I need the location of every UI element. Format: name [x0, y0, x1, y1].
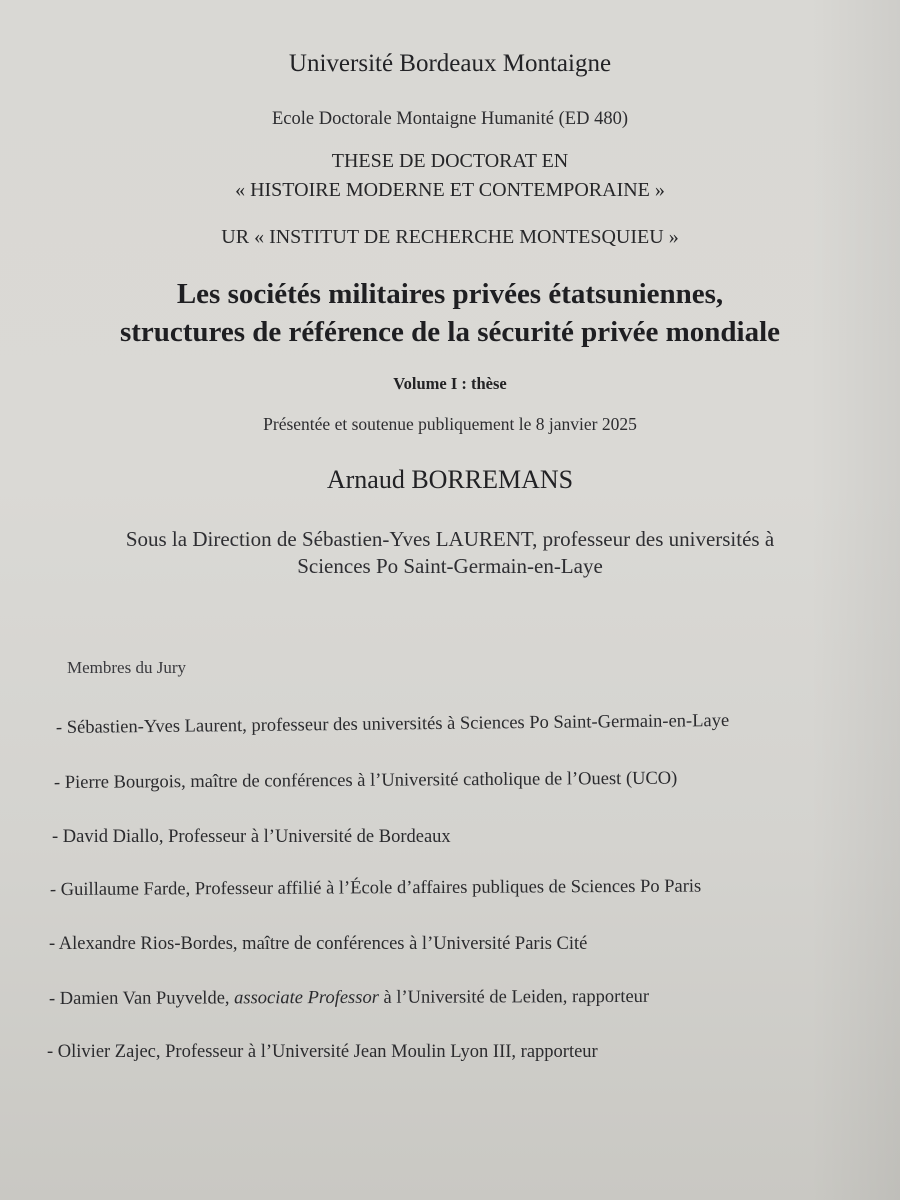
- defense-date: Présentée et soutenue publiquement le 8 janvier 2025: [263, 414, 637, 434]
- jury-member: - David Diallo, Professeur à l’Université de Bordeaux: [52, 827, 451, 847]
- thesis-title-line-1: Les sociétés militaires privées étatsuniennes,: [176, 278, 724, 310]
- jury-member-title-italic: associate Professor: [234, 987, 379, 1009]
- thesis-type: [0, 147, 900, 205]
- thesis-title-line-2: structures de référence de la sécurité privée mondiale: [119, 316, 781, 348]
- volume-label: Volume I : thèse: [393, 374, 507, 393]
- jury-member: - Pierre Bourgois, maître de conférences à l’Université catholique de l’Ouest (UCO): [53, 768, 678, 793]
- jury-member-name: - Damien Van Puyvelde,: [48, 988, 235, 1009]
- author-name: Arnaud BORREMANS: [326, 465, 574, 494]
- research-unit: UR « INSTITUT DE RECHERCHE MONTESQUIEU »: [221, 226, 679, 248]
- thesis-direction: [0, 526, 900, 580]
- jury-member-affiliation: à l’Université de Leiden, rapporteur: [378, 986, 650, 1008]
- university-name: Université Bordeaux Montaigne: [288, 50, 612, 77]
- jury-member: - Olivier Zajec, Professeur à l’Université Jean Moulin Lyon III, rapporteur: [47, 1042, 598, 1062]
- doctoral-school: Ecole Doctorale Montaigne Humanité (ED 480): [271, 109, 628, 129]
- direction-line-2: Sciences Po Saint-Germain-en-Laye: [297, 554, 603, 578]
- jury-heading: Membres du Jury: [67, 658, 186, 677]
- thesis-type-line-2: « HISTOIRE MODERNE ET CONTEMPORAINE »: [235, 179, 665, 201]
- jury-member: - Alexandre Rios-Bordes, maître de conférences à l’Université Paris Cité: [49, 934, 588, 954]
- thesis-title: [0, 275, 900, 351]
- jury-member: - Guillaume Farde, Professeur affilié à l’École d’affaires publiques de Sciences Po Paris: [49, 876, 702, 900]
- thesis-type-line-1: THESE DE DOCTORAT EN: [331, 150, 569, 172]
- jury-member: [49, 987, 649, 1010]
- direction-line-1: Sous la Direction de Sébastien-Yves LAURENT, professeur des universités à: [125, 527, 775, 551]
- jury-member: - Sébastien-Yves Laurent, professeur des universités à Sciences Po Saint-Germain-en-Laye: [55, 710, 730, 738]
